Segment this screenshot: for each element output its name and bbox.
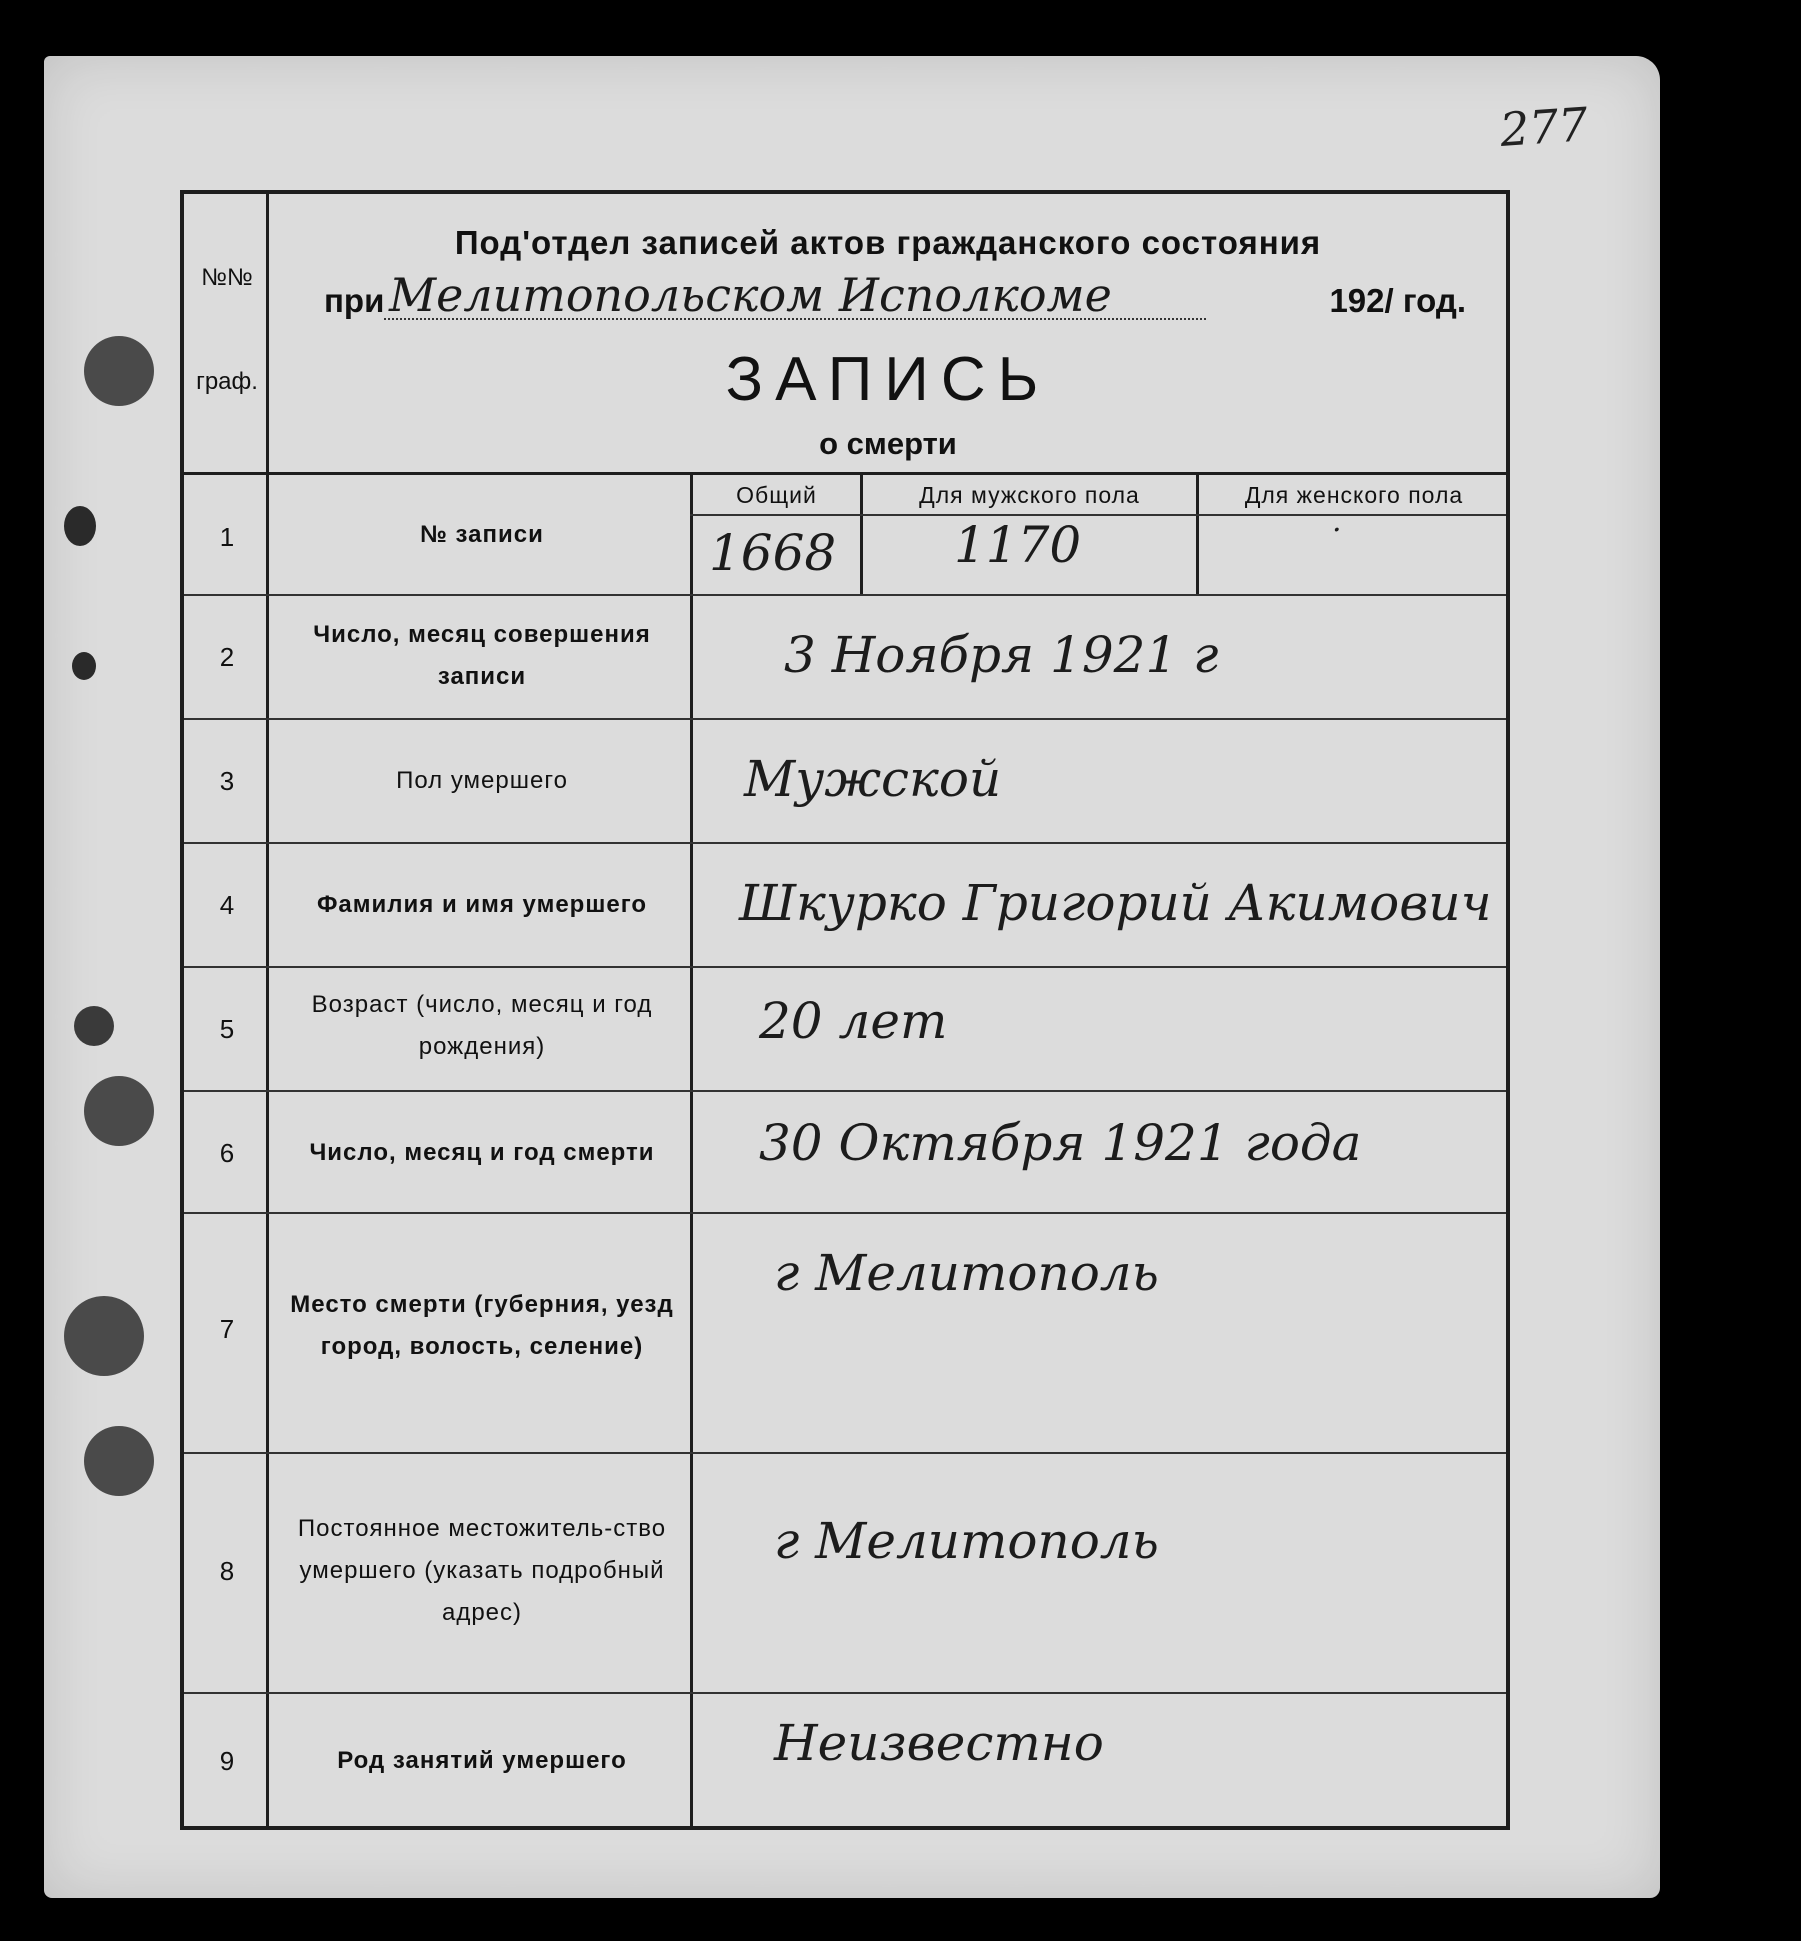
header-divider (184, 472, 1506, 475)
ink-blot (64, 506, 96, 546)
column-header-total: Общий (736, 482, 817, 508)
row-number: 3 (219, 766, 235, 796)
column-header-female: Для женского пола (1244, 482, 1464, 508)
page-subtitle: о смерти (819, 426, 957, 461)
row-label: Место смерти (губерния, уезд город, волость, селение) (290, 1291, 674, 1360)
punch-hole (84, 1426, 154, 1496)
authority-value: Мелитопольском Исполкоме (389, 268, 1112, 322)
punch-hole (74, 1006, 114, 1046)
row-divider (184, 966, 1506, 968)
year-label: 192/ год. (1329, 282, 1466, 319)
row-divider (184, 1692, 1506, 1694)
label-column-divider (690, 475, 693, 1826)
row-divider (184, 1090, 1506, 1092)
row-number: 4 (219, 890, 235, 920)
row-number: 6 (219, 1138, 235, 1168)
death-record-form (180, 190, 1510, 1830)
place-of-death-value: г Мелитополь (774, 1244, 1159, 1302)
record-number-female: . (1332, 504, 1342, 539)
punch-hole (64, 1296, 144, 1376)
row-divider (184, 1452, 1506, 1454)
row-divider (184, 718, 1506, 720)
num-column-header-bottom: граф. (196, 368, 258, 395)
row-number: 2 (219, 642, 235, 672)
death-date-value: 30 Октября 1921 года (759, 1114, 1362, 1172)
row-label: Число, месяц совершения записи (313, 621, 651, 690)
ink-blot (72, 652, 96, 680)
row-number: 9 (219, 1746, 235, 1776)
occupation-value: Неизвестно (774, 1714, 1104, 1772)
num-column-header-top: №№ (201, 264, 253, 291)
form-header: Под'отдел записей актов гражданского состояния (454, 224, 1322, 261)
full-name-value: Шкурко Григорий Акимович (739, 874, 1492, 932)
page-number: 277 (1498, 97, 1590, 157)
row-number: 7 (219, 1314, 235, 1344)
punch-hole (84, 1076, 154, 1146)
row-number: 5 (219, 1014, 235, 1044)
column-header-male: Для мужского пола (919, 482, 1140, 508)
punch-hole (84, 336, 154, 406)
issuing-authority-line (324, 268, 1466, 332)
record-number-total: 1668 (709, 524, 837, 582)
residence-value: г Мелитополь (774, 1512, 1159, 1570)
row-divider (184, 594, 1506, 596)
pri-label: при (324, 282, 385, 319)
page-title: ЗАПИСЬ (725, 345, 1051, 414)
row-divider (184, 842, 1506, 844)
age-value: 20 лет (759, 992, 948, 1050)
row-label: Фамилия и имя умершего (316, 891, 648, 918)
row-label: Число, месяц и год смерти (309, 1139, 655, 1166)
sex-value: Мужской (744, 750, 1002, 808)
row-label: Род занятий умершего (337, 1747, 627, 1774)
registration-date-value: 3 Ноября 1921 г (784, 626, 1219, 684)
column-header-divider (690, 514, 1506, 516)
row-label: Возраст (число, месяц и год рождения) (311, 991, 653, 1060)
row-divider (184, 1212, 1506, 1214)
row-number: 1 (219, 522, 235, 552)
row-label: Постоянное местожитель-ство умершего (указать подробный адрес) (297, 1515, 667, 1626)
row-label: Пол умершего (396, 767, 568, 794)
row-number: 8 (219, 1556, 235, 1586)
record-number-male: 1170 (954, 516, 1082, 574)
row-label: № записи (420, 521, 544, 548)
